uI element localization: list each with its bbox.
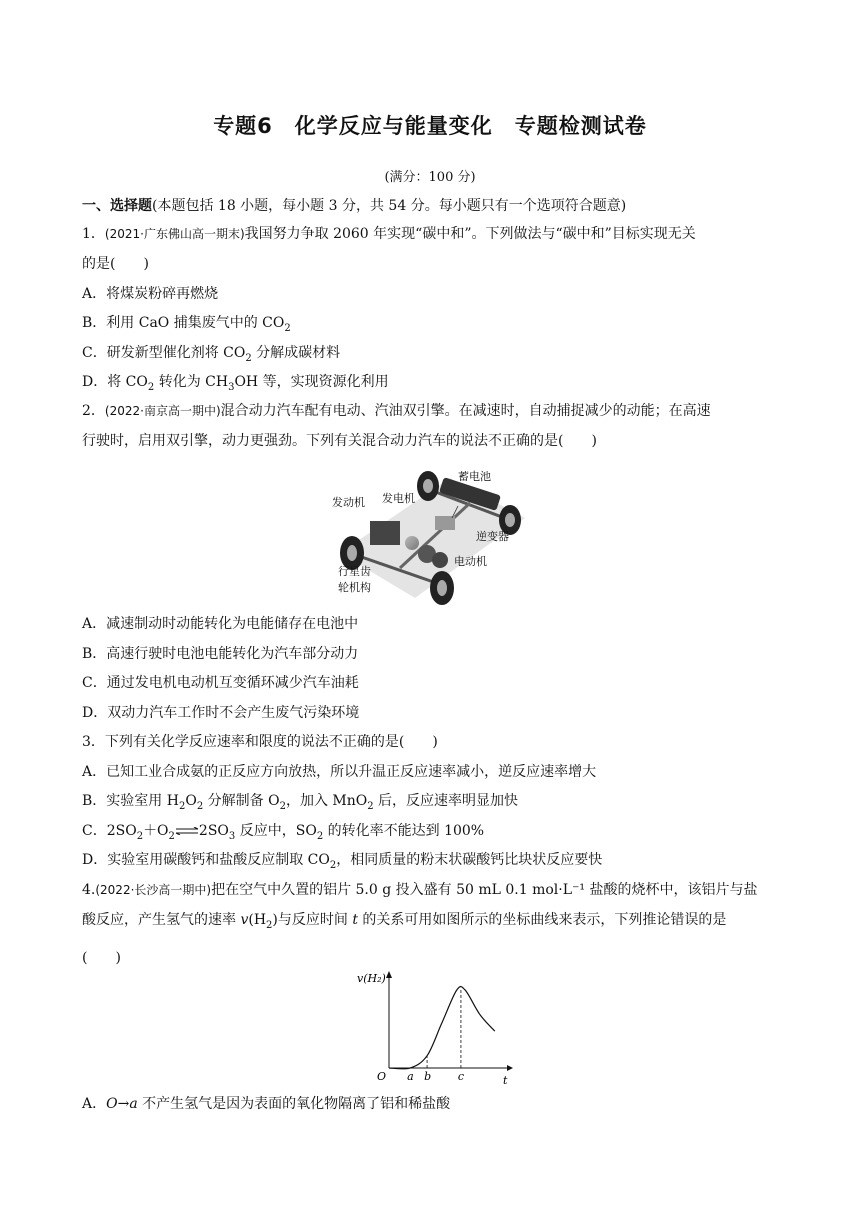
tick-c: c [457, 1070, 465, 1083]
x-axis-label: t [503, 1074, 508, 1086]
engine-block [370, 521, 400, 545]
q3-option-a: A．已知工业合成氨的正反应方向放热，所以升温正反应速率减小，逆反应速率增大 [82, 764, 597, 780]
label-generator: 发电机 [382, 492, 415, 505]
q1-stem-line2: 的是( ) [82, 256, 149, 272]
rate-time-chart [355, 968, 515, 1086]
q4-stem-line2: 酸反应，产生氢气的速率 $v(H_2)$与反应时间 t 的关系可用如图所示的坐标曲线来表示，下列推论错误的是 [82, 912, 727, 931]
q2-stem-line2: 行驶时，启用双引擎，动力更强劲。下列有关混合动力汽车的说法不正确的是( ) [82, 433, 597, 449]
label-battery: 蓄电池 [458, 470, 491, 483]
q1-source: (2021·广东佛山高一期末) [104, 227, 245, 241]
q1-stem-line1 [82, 224, 782, 244]
q3-option-d: D．实验室用碳酸钙和盐酸反应制取 $CO_2$，相同质量的粉末状碳酸钙比块状反应要快 [82, 852, 603, 871]
q2-option-b: B．高速行驶时电池电能转化为汽车部分动力 [82, 646, 359, 662]
q3-option-b: B．实验室用 $H_2O_2$ 分解制备 $O_2$，加入 MnO$_2$ 后，反应速率明显加快 [82, 793, 519, 812]
label-gear-2: 轮机构 [338, 581, 371, 594]
section-heading [82, 196, 782, 216]
q2-option-d: D．双动力汽车工作时不会产生废气污染环境 [82, 705, 360, 721]
y-axis-arrow [386, 971, 392, 978]
q1-option-d: D．将 $CO_2$ 转化为 $CH_3OH$ 等，实现资源化利用 [82, 374, 389, 393]
hybrid-car-diagram [330, 458, 530, 608]
q4-stem-line3: ( ) [82, 950, 121, 966]
q4-option-a: A．O→a 不产生氢气是因为表面的氧化物隔离了铝和稀盐酸 [82, 1096, 451, 1112]
q3-option-c: C．$2SO_2+O_2$ $2SO_3$ 反应中，$SO_2$ 的转化率不能达到 100% [82, 823, 485, 842]
q2-option-a: A．减速制动时动能转化为电能储存在电池中 [82, 616, 359, 632]
section-note: (本题包括 18 小题，每小题 3 分，共 54 分。每小题只有一个选项符合题意) [152, 198, 627, 214]
q1-option-a: A．将煤炭粉碎再燃烧 [82, 286, 219, 302]
rate-curve [389, 986, 495, 1068]
tick-b: b [424, 1070, 432, 1083]
q1-number: 1． [82, 226, 105, 242]
x-axis-arrow [507, 1065, 513, 1071]
label-engine: 发动机 [332, 496, 365, 509]
motor-block [432, 552, 448, 568]
section-title: 一、选择题 [82, 198, 152, 214]
inverter-block [435, 516, 455, 530]
score-note: (满分：100 分) [384, 170, 476, 185]
tick-a: a [407, 1070, 414, 1083]
origin-label: O [377, 1070, 387, 1083]
q2-source: (2022·南京高一期中) [104, 404, 221, 418]
generator-block [405, 536, 419, 550]
q1-option-c: C．研发新型催化剂将 $CO_2$ 分解成碳材料 [82, 345, 341, 364]
q4-stem-line1: 4.(2022·长沙高一期中)把在空气中久置的铝片 5.0 g 投入盛有 50 mL 0.1 mol·L⁻¹ 盐酸的烧杯中，该铝片与盐 [82, 882, 758, 898]
y-axis-label: v(H₂) [357, 972, 386, 985]
q2-option-c: C．通过发电机电动机互变循环减少汽车油耗 [82, 675, 359, 691]
q1-text: 我国努力争取 2060 年实现“碳中和”。下列做法与“碳中和”目标实现无关 [244, 226, 696, 242]
equilibrium-arrow-icon [175, 827, 199, 835]
label-motor: 电动机 [454, 555, 487, 568]
q4-source: (2022·长沙高一期中) [95, 883, 212, 897]
page-title: 专题6 化学反应与能量变化 专题检测试卷 [213, 114, 647, 138]
label-inverter: 逆变器 [476, 530, 509, 543]
label-gear-1: 行星齿 [338, 565, 371, 578]
q3-stem: 3．下列有关化学反应速率和限度的说法不正确的是( ) [82, 734, 438, 750]
q1-option-b: B．利用 CaO 捕集废气中的 $CO_2$ [82, 315, 291, 334]
q2-stem-line1: 2．(2022·南京高一期中)混合动力汽车配有电动、汽油双引擎。在减速时，自动捕捉减少的动能；在高速 [82, 403, 711, 419]
